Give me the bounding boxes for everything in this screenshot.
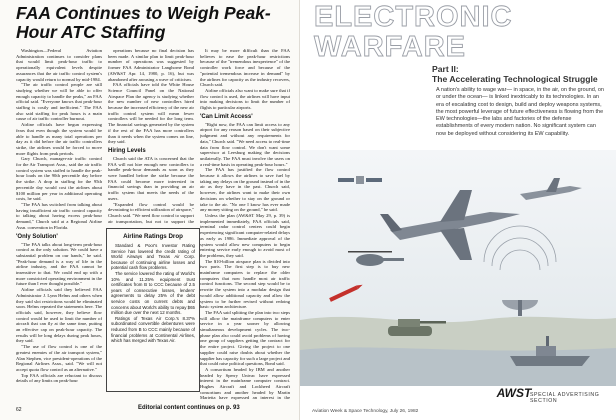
special-section-label: SPECIAL ADVERTISING SECTION xyxy=(530,392,600,404)
sidebar-box-airline-ratings xyxy=(106,228,200,392)
paragraph: "Right now, the FAA can limit access to any airport for any reason based on their subjective judgment and without any requirements for data," Church said. "We need access to real-time data from flow control. We don't want some supervisor at Leesburg making the decisions unilaterally. The FAA must involve the users on a real-time basis in operating peak-hour hours." xyxy=(200,121,290,167)
subhead: 'Only Solution' xyxy=(16,233,58,240)
paragraph: The FAA said splitting the plan into two steps will allow the mainframe computers to enter service in a year sooner by allowing simultaneous development cycles. The two-phase plan also could avoid problems of having one group of suppliers getting the contract for the entire project. Giving the project to one supplier could raise doubts about whether the supplier has capacity for such a large project and that could raise political questions, Bond said. xyxy=(200,309,290,367)
paragraph: operations because no final decision has been made. A similar plan to limit peak-hour number of operations was suggested by former FAA Administrator Langhorne Bond (AW&ST Apr. 14, 1980, p. 16), but was abandoned after arousing a wave of criticism. xyxy=(108,48,194,82)
left-page-footer xyxy=(16,405,296,415)
paragraph: FAA officials have told the White House Science Council Panel on the National Airspace Plan the agency is studying whether the new number of new controllers hired because the increased efficiency of the new air traffic control system will mean fewer controllers will be needed for the long term. The financial savings generated by the system if the rest of the FAA has more controllers than it needs when the system comes on line, they said. xyxy=(108,82,194,145)
paragraph: "The FAA talks about long-term peak-hour control as the only solution. We could have a substantial problem on our hands," he said. "Peak-hour demand is a way of life in the airline industry, and the FAA cannot be insensitive to that. We could end up with a more constricted operating environment in the future than I ever thought possible." xyxy=(16,241,102,287)
subhead: 'Can Limit Access' xyxy=(200,113,253,120)
sea-icon xyxy=(300,347,616,386)
right-page-footer: Aviation Week & Space Technology, July 26, 1982 xyxy=(312,409,419,414)
paragraph: "The air traffic control people are still studying whether we will be able to offer enough capacity to handle the peaks," an FAA official said. "Everyone knows that peak-hour staffing is costly and inefficient." The FAA also said staffing for peak hours is a main cause of air traffic controller burnout. xyxy=(16,82,102,122)
paragraph: Gary Church, manager-air traffic control for the Air Transport Assn., said the air traffic control system was staffed to handle the peak-hour loads on the 90th percentile day before the strike. A drop in staffing for the 95th percentile day would cost the airlines about $100 million per year in additional operating costs, he said. xyxy=(16,156,102,202)
paragraph: The FAA has justified the flow control because it allows the airlines to save fuel by taking any delays on the ground instead of in the air as they have in the past. Church said, however, the airlines want to make their own decisions on whether to stay on the ground or take to the air. "No one I know has ever made any money sitting on the ground," he said. xyxy=(200,167,290,213)
intro-paragraph: A nation's ability to wage war— in space, in the air, on the ground, on or under the ocean— is linked inextricably to its technologies. In an era of escalating cost to design, build and deploy weapons systems, the most powerful leverage of future effectiveness is flowing from the EW technologies—the labs and factories of the defense establishments of every modern nation. No significant system can now be deployed without considering its EW capability. xyxy=(436,87,604,137)
article-headline: FAA Continues to Weigh Peak-Hour ATC Staffing xyxy=(16,3,271,42)
part-label: Part II: xyxy=(432,64,459,74)
title-line-1: ELECTRONIC xyxy=(314,1,513,33)
paragraph: Top FAA officials are reluctant to discuss details of any limits on peak-hour xyxy=(16,372,102,384)
paragraph: Ratings of Texas Air Corp.'s 8.37% subordinated convertible debentures were reduced from B to CCC mainly because of financial problems at Continental Airlines, which has merged with Texas Air. xyxy=(111,315,195,344)
paragraph: Standard & Poor's Investor Rating Service has lowered the credit rating of World Airways and Texas Air Corp. because of continuing airline losses and potential cash flow problems. xyxy=(111,243,195,271)
paragraph: The $10-billion airspace plan is divided into two parts. The first step is to buy new mainframe computers to replace the older computers that now handle most air traffic control functions. The second step would be to rewrite the system into a modular design that would allow additional capacity and allow the system to be further revised without redoing basic system architecture. xyxy=(200,258,290,310)
article-column-2 xyxy=(108,48,194,224)
continued-note: Editorial content continues on p. 93 xyxy=(138,405,240,411)
part-title xyxy=(432,64,612,84)
section-title xyxy=(314,2,614,62)
paragraph: Church said the ATA is concerned that the FAA will not hire enough new controllers to handle peak-hour demands as soon as they were handled before the strike because the FAA could become more interested in financial savings than in providing an air traffic system that meets the needs of the users. xyxy=(108,155,194,201)
title-line-2: WARFARE xyxy=(314,31,466,63)
left-page xyxy=(0,0,300,420)
awst-logo-text: AWST xyxy=(496,386,532,400)
page-number: 62 xyxy=(16,407,22,413)
article-column-1 xyxy=(16,48,102,400)
right-page xyxy=(300,0,616,420)
military-illustration xyxy=(300,150,616,386)
paragraph: Airline officials also want to make sure that if flow control is used, the airlines will have input into making decisions to limit the number of flights to particular airports. xyxy=(200,87,290,111)
subhead: Hiring Levels xyxy=(108,147,146,154)
paragraph: Airline officials said they believed FAA Administrator J. Lynn Helms and others when they said slot restrictions would be eliminated soon. Helms repeated the statements here. The officials said, however, they believe flow control would be used to limit the number of aircraft that can fly at the same time, putting an effective cap on peak-hour capacity. The results will be long delays during peak hours, they said. xyxy=(16,287,102,344)
paragraph: Airline officials have begun expressing fears that even though the system would be able to handle as many total operations per day as it did before the air traffic controllers strike, the airlines would be forced to move more flights from peak periods. xyxy=(16,122,102,156)
paragraph: "Expanded flow control would be devastating to efficient utilization of airspace," Church said. "We need flow control to support air transportation, but not to support the xyxy=(108,201,194,224)
paragraph: "The FAA has switched from talking about having insufficient air traffic control capacity to talking about having excess peak-hour demand," Church said at a Regional Airline Assn. convention in Florida. xyxy=(16,201,102,230)
part-subtitle: The Accelerating Technological Struggle xyxy=(432,74,598,84)
article-column-3 xyxy=(200,48,290,400)
paragraph: Washington—Federal Aviation Administration continues to consider plans that would limit peak-hour traffic to operationally equivalent levels despite assurances that the air traffic control system's capacity would return to normal by mid-1984. xyxy=(16,48,102,82)
paragraph: A consortium headed by IBM and another headed by Sperry Univac have expressed interest in the mainframe computer contract. Hughes Aircraft and Lockheed Aircraft consortium and another headed by Martin Marietta have expressed an interest in the xyxy=(200,366,290,400)
paragraph: Unless the plan (AW&ST May 29, p. 39) is implemented immediately, FAA officials said, terminal radar control centers could begin experiencing significant computer-related delays as early as 1986. Immediate approval of the system would allow new computers to begin entering service early enough to avoid most of the problems, they said. xyxy=(200,212,290,258)
paragraph: The service lowered the rating of World's 10% and 11.25% equipment trust certificates from B to CCC because of 2.5 years of consecutive losses, lenders' agreements to delay 25% of the debt service costs on current debts and concerns about World's ability to repay $65 million due over the next 12 months. xyxy=(111,270,195,316)
paragraph: "The use of flow control is one of the greatest enemies of the air transport system," Alan Stephen, vice president-operations of the Regional Airlines Assn., said. "We will not accept quota flow control as an alternative." xyxy=(16,344,102,372)
paragraph: It may be more difficult than the FAA believes to ease the peak-hour restrictions because of the "tremendous inexperience" of the controller work force and because of the "potential tremendous increase in demand" by the airlines for capacity as the industry recovers, Church said. xyxy=(200,48,290,88)
sidebar-box-title: Airline Ratings Drop xyxy=(123,233,183,240)
